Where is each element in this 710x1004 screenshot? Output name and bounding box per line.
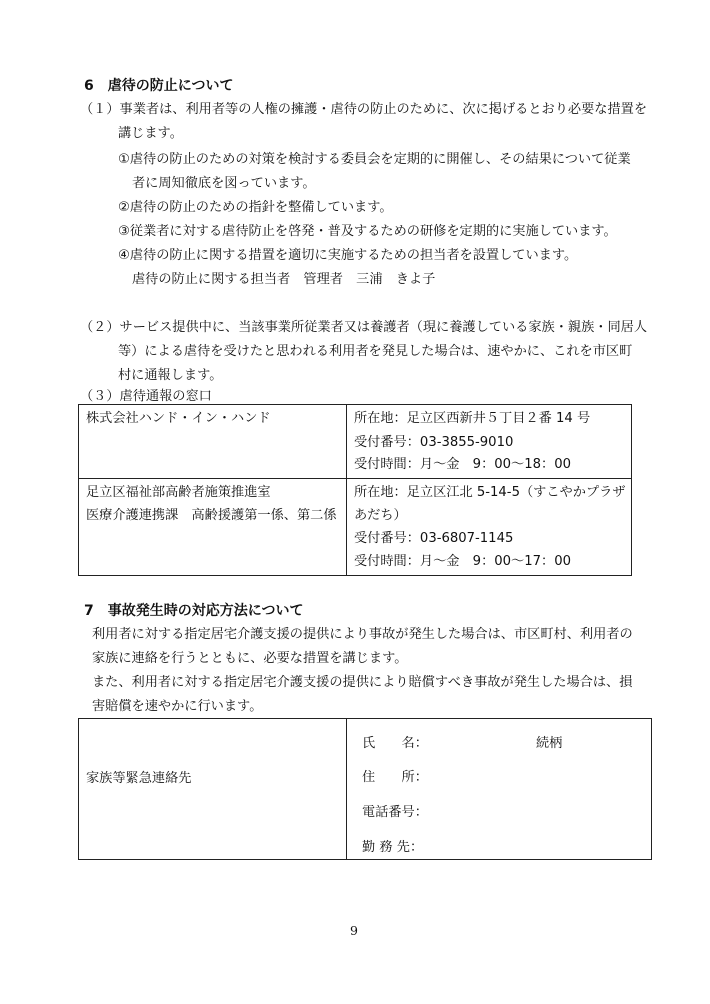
section-7-heading: 7 事故発生時の対応方法について	[84, 603, 304, 619]
section-6-heading: 6 虐待の防止について	[84, 78, 234, 94]
workplace-field-label: 勤 務 先：	[362, 840, 424, 855]
report-2-hours: 受付時間：月～金 9：00～17：00	[354, 554, 571, 569]
measure-1-line-2: 者に周知徹底を図っています。	[132, 176, 316, 191]
measure-1-line-1: ①虐待の防止のための対策を検討する委員会を定期的に開催し、その結果について従業	[118, 152, 631, 167]
report-org-2-line-1: 足立区福祉部高齢者施策推進室	[86, 485, 271, 500]
measure-4: ④虐待の防止に関する措置を適切に実施するための担当者を設置しています。	[118, 248, 578, 263]
emergency-contact-label: 家族等緊急連絡先	[86, 771, 192, 786]
section-7-line-1: 利用者に対する指定居宅介護支援の提供により事故が発生した場合は、市区町村、利用者の	[92, 627, 633, 642]
item-1-line-2: 講じます。	[118, 126, 183, 141]
item-2-line-1: （２）サービス提供中に、当該事業所従業者又は養護者（現に養護している家族・親族・同居人	[80, 320, 648, 335]
item-1-line-1: （１）事業者は、利用者等の人権の擁護・虐待の防止のために、次に掲げるとおり必要な措置を	[80, 102, 648, 117]
item-2-line-2: 等）による虐待を受けたと思われる利用者を発見した場合は、速やかに、これを市区町	[118, 344, 633, 359]
item-2-line-3: 村に通報します。	[118, 368, 223, 383]
measure-2: ②虐待の防止のための指針を整備しています。	[118, 200, 393, 215]
phone-field-label: 電話番号：	[362, 805, 428, 820]
report-2-address-cont: あだち）	[354, 508, 407, 523]
report-1-hours: 受付時間：月～金 9：00～18：00	[354, 457, 571, 472]
contact-column-divider	[346, 718, 347, 860]
page-number: 9	[350, 923, 358, 938]
report-2-address: 所在地：足立区江北 5-14-5（すこやかプラザ	[354, 485, 626, 500]
name-field-label: 氏 名：	[362, 736, 428, 751]
report-1-address: 所在地：足立区西新井５丁目２番 14 号	[354, 411, 591, 426]
table-row-divider	[78, 478, 632, 479]
section-7-line-4: 害賠償を速やかに行います。	[92, 699, 263, 714]
report-1-phone: 受付番号：03-3855-9010	[354, 435, 514, 450]
measure-3: ③従業者に対する虐待防止を啓発・普及するための研修を定期的に実施しています。	[118, 224, 617, 239]
address-field-label: 住 所：	[362, 770, 428, 785]
section-7-line-3: また、利用者に対する指定居宅介護支援の提供により賠償すべき事故が発生した場合は、損	[92, 675, 633, 690]
item-3-label: （３）虐待通報の窓口	[80, 389, 212, 404]
section-7-line-2: 家族に連絡を行うとともに、必要な措置を講じます。	[92, 651, 408, 666]
relation-field-label: 続柄	[536, 736, 563, 751]
report-2-phone: 受付番号：03-6807-1145	[354, 531, 514, 546]
table-column-divider	[346, 404, 347, 576]
report-org-1: 株式会社ハンド・イン・ハンド	[86, 411, 271, 426]
report-org-2-line-2: 医療介護連携課 高齢援護第一係、第二係	[86, 508, 337, 523]
abuse-prevention-officer: 虐待の防止に関する担当者 管理者 三浦 きよ子	[132, 272, 436, 287]
